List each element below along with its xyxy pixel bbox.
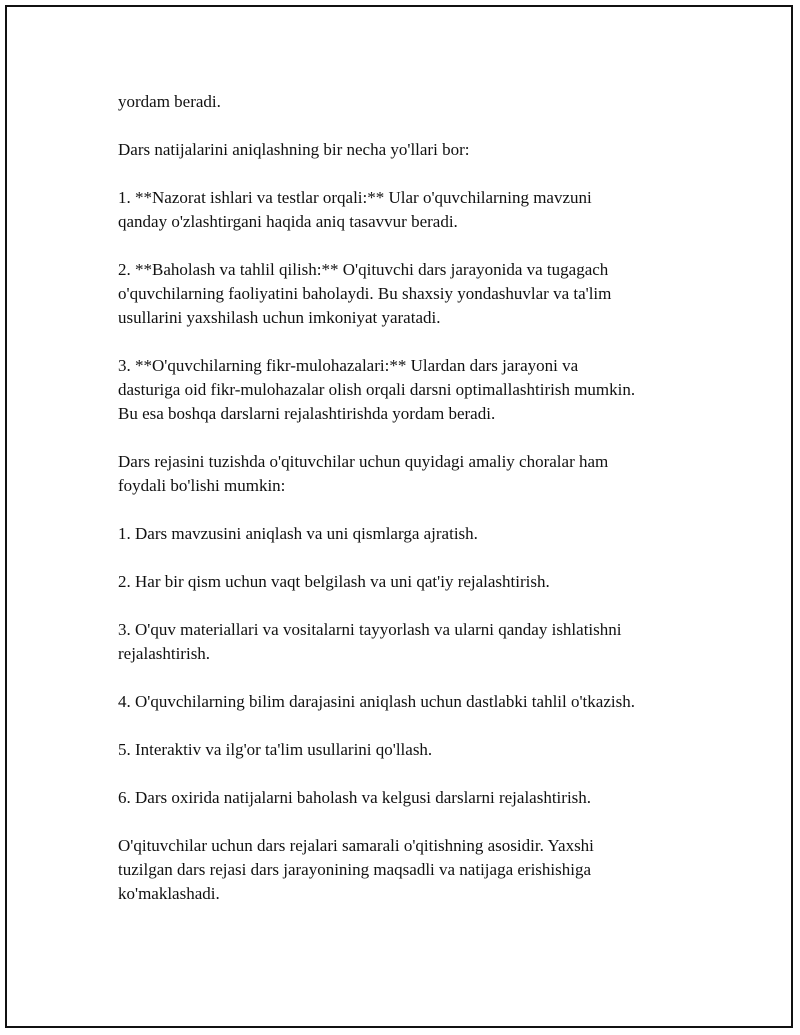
list-item-measures-5: 5. Interaktiv va ilg'or ta'lim usullarini qo'llash. xyxy=(118,740,433,759)
list-item-measures-3: 3. O'quv materiallari va vositalarni tayyorlash va ularni qanday ishlatishni rejalashtirish. xyxy=(118,620,622,663)
paragraph-conclusion: O'qituvchilar uchun dars rejalari samarali o'qitishning asosidir. Yaxshi tuzilgan dars rejasi dars jarayonining maqsadli va natijaga erishishiga ko'maklashadi. xyxy=(118,836,594,903)
list-item-measures-6: 6. Dars oxirida natijalarni baholash va kelgusi darslarni rejalashtirish. xyxy=(118,788,592,807)
document-body xyxy=(118,90,718,930)
list-item-measures-4: 4. O'quvchilarning bilim darajasini aniqlash uchun dastlabki tahlil o'tkazish. xyxy=(118,692,635,711)
list-item-measures-1: 1. Dars mavzusini aniqlash va uni qismlarga ajratish. xyxy=(118,524,478,543)
list-item-results-2: 2. **Baholash va tahlil qilish:** O'qituvchi dars jarayonida va tugagach o'quvchilarning faoliyatini baholaydi. Bu shaxsiy yondashuvlar va ta'lim usullarini yaxshilash uchun imkoniyat yaratadi. xyxy=(118,260,612,327)
paragraph-results-intro: Dars natijalarini aniqlashning bir necha yo'llari bor: xyxy=(118,140,470,159)
paragraph-measures-intro: Dars rejasini tuzishda o'qituvchilar uchun quyidagi amaliy choralar ham foydali bo'lishi mumkin: xyxy=(118,452,609,495)
list-item-results-1: 1. **Nazorat ishlari va testlar orqali:** Ular o'quvchilarning mavzuni qanday o'zlashtirgani haqida aniq tasavvur beradi. xyxy=(118,188,592,231)
list-item-results-3: 3. **O'quvchilarning fikr-mulohazalari:** Ulardan dars jarayoni va dasturiga oid fikr-mulohazalar olish orqali darsni optimallashtirish mumkin. Bu esa boshqa darslarni rejalashtirishda yordam beradi. xyxy=(118,356,636,423)
paragraph-continuation: yordam beradi. xyxy=(118,92,221,111)
list-item-measures-2: 2. Har bir qism uchun vaqt belgilash va uni qat'iy rejalashtirish. xyxy=(118,572,550,591)
